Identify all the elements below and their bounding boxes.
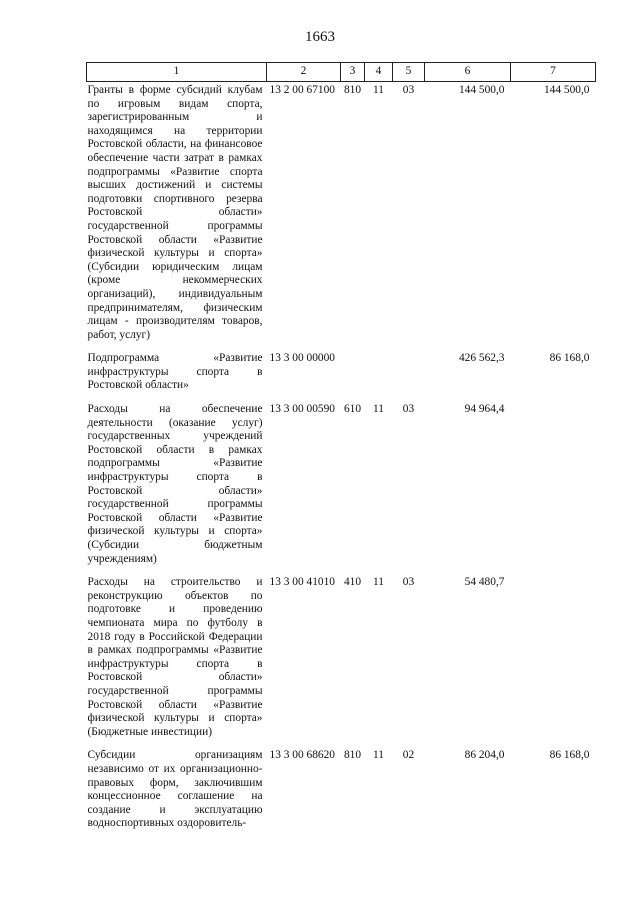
row-code: 13 3 00 68620 bbox=[269, 749, 335, 762]
row-col7: 86 168,0 bbox=[549, 749, 590, 762]
row-col5: 02 bbox=[402, 749, 415, 762]
row-col4: 11 bbox=[373, 576, 384, 589]
row-description: Расходы на строительство и реконструкцию объектов по подготовке и проведению чемпионата мира по футболу в 2018 году в Российской Федерации в рамках подпрограммы «Развитие инфраструктуры спорта в Ростовской области» государственной программы Ростовской области «Развитие физической культуры и спорта» (Бюджетные инвестиции) bbox=[87, 576, 263, 738]
row-description: Субсидии организациям независимо от их организационно-правовых форм, заключившим концессионное соглашение на создание и эксплуатацию водноспортивных оздоровитель- bbox=[87, 749, 263, 830]
table-row bbox=[87, 352, 596, 403]
row-col7: 144 500,0 bbox=[543, 84, 590, 96]
row-col6: 54 480,7 bbox=[464, 576, 505, 589]
header-col-3: 3 bbox=[341, 63, 365, 82]
row-col7 bbox=[511, 576, 596, 749]
row-col5: 03 bbox=[402, 576, 415, 589]
row-col6: 86 204,0 bbox=[464, 749, 505, 762]
row-description: Гранты в форме субсидий клубам по игровым видам спорта, зарегистрированным и находящимся на территории Ростовской области, на финансовое обеспечение части затрат в рамках подпрограммы «Развитие спорта высших достижений и системы подготовки спортивного резерва Ростовской области» государственной программы Ростовской области «Развитие физической культуры и спорта» (Субсидии юридическим лицам (кроме некоммерческих организаций), индивидуальным предпринимателям, физическим лицам - производителям товаров, работ, услуг) bbox=[87, 84, 263, 341]
page-number: 1663 bbox=[305, 29, 335, 45]
row-col4: 11 bbox=[373, 749, 384, 762]
row-col3: 410 bbox=[343, 576, 362, 589]
row-col6: 94 964,4 bbox=[464, 403, 505, 416]
header-col-5: 5 bbox=[393, 63, 425, 82]
header-col-6: 6 bbox=[425, 63, 511, 82]
row-col3: 810 bbox=[343, 749, 362, 762]
budget-table bbox=[86, 62, 596, 831]
row-col5: 03 bbox=[402, 84, 415, 96]
header-col-2: 2 bbox=[267, 63, 341, 82]
table-row bbox=[87, 82, 596, 353]
row-col3 bbox=[341, 352, 365, 403]
row-col3: 610 bbox=[343, 403, 362, 416]
header-col-1: 1 bbox=[87, 63, 267, 82]
row-col5 bbox=[393, 352, 425, 403]
row-code: 13 3 00 00590 bbox=[269, 403, 335, 416]
table-row bbox=[87, 576, 596, 749]
row-col6: 426 562,3 bbox=[458, 352, 505, 365]
row-code: 13 3 00 00000 bbox=[269, 352, 335, 365]
row-col4: 11 bbox=[373, 84, 384, 96]
row-col5: 03 bbox=[402, 403, 415, 416]
row-col6: 144 500,0 bbox=[458, 84, 505, 96]
row-col4: 11 bbox=[373, 403, 384, 416]
row-code: 13 2 00 67100 bbox=[269, 84, 335, 96]
table-row bbox=[87, 403, 596, 576]
row-description: Расходы на обеспечение деятельности (оказание услуг) государственных учреждений Ростовской области в рамках подпрограммы «Развитие инфраструктуры спорта в Ростовской области» государственной программы Ростовской области «Развитие физической культуры и спорта» (Субсидии бюджетным учреждениям) bbox=[87, 403, 263, 565]
row-col7: 86 168,0 bbox=[549, 352, 590, 365]
row-description: Подпрограмма «Развитие инфраструктуры спорта в Ростовской области» bbox=[87, 352, 263, 392]
header-col-4: 4 bbox=[365, 63, 393, 82]
table-row bbox=[87, 749, 596, 831]
row-code: 13 3 00 41010 bbox=[269, 576, 335, 589]
row-col3: 810 bbox=[343, 84, 362, 96]
row-col7 bbox=[511, 403, 596, 576]
row-col4 bbox=[365, 352, 393, 403]
table-header-row bbox=[87, 63, 596, 82]
header-col-7: 7 bbox=[511, 63, 596, 82]
